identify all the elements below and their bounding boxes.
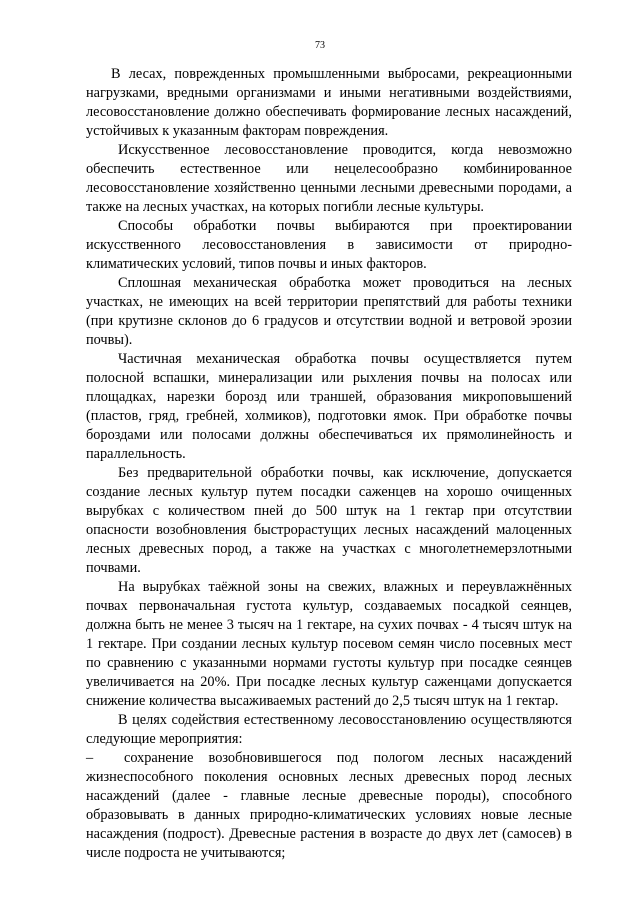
list-item-text: сохранение возобновившегося под пологом лесных насаждений жизнеспособного поколения основных лесных древесных пород лесных насаждений (далее - главные лесные древесные породы), способного образовывать в данных природно-климатических условиях новые лесные насаждения (подрост). Древесные растения в возрасте до двух лет (самосев) в числе подроста не учитываются; — [86, 750, 572, 861]
paragraph: Без предварительной обработки почвы, как исключение, допускается создание лесных культур путем посадки саженцев на хорошо очищенных вырубках с количеством пней до 500 штук на 1 гектар при отсутствии опасности возобновления быстрорастущих лесных насаждений малоценных лесных древесных пород, а также на участках с многолетнемерзлотными почвами. — [86, 465, 572, 576]
paragraph: Способы обработки почвы выбираются при проектировании искусственного лесовосстановления в зависимости от природно-климатических условий, типов почвы и иных факторов. — [86, 218, 572, 272]
paragraph: Частичная механическая обработка почвы осуществляется путем полосной вспашки, минерализации или рыхления почвы на полосах или площадках, нарезки борозд или траншей, образования микроповышений (пластов, гряд, гребней, холмиков), подготовки ямок. При обработке почвы бороздами или полосами должны обеспечиваться их прямолинейность и параллельность. — [86, 351, 572, 462]
page-number: 73 — [315, 40, 325, 51]
list-bullet: – — [86, 750, 94, 766]
paragraph: Сплошная механическая обработка может проводиться на лесных участках, не имеющих на всей территории препятствий для работы техники (при крутизне склонов до 6 градусов и отсутствии водной и ветровой эрозии почвы). — [86, 275, 572, 348]
list-item — [86, 749, 572, 863]
document-body — [86, 65, 572, 863]
paragraph: В лесах, поврежденных промышленными выбросами, рекреационными нагрузками, вредными организмами и иными негативными воздействиями, лесовосстановление должно обеспечивать формирование лесных насаждений, устойчивых к указанным факторам повреждения. — [86, 66, 572, 139]
paragraph: В целях содействия естественному лесовосстановлению осуществляются следующие мероприятия: — [86, 712, 572, 747]
paragraph: На вырубках таёжной зоны на свежих, влажных и переувлажнённых почвах первоначальная густота культур, создаваемых посадкой сеянцев, должна быть не менее 3 тысяч на 1 гектаре, на сухих почвах - 4 тысяч штук на 1 гектаре. При создании лесных культур посевом семян число посевных мест по сравнению с указанными нормами густоты культур при посадке сеянцев увеличивается на 20%. При посадке лесных культур саженцами допускается снижение количества высаживаемых растений до 2,5 тысяч штук на 1 гектар. — [86, 579, 572, 709]
paragraph: Искусственное лесовосстановление проводится, когда невозможно обеспечить естественное или нецелесообразно комбинированное лесовосстановление хозяйственно ценными лесными древесными породами, а также на лесных участках, на которых погибли лесные культуры. — [86, 142, 572, 215]
